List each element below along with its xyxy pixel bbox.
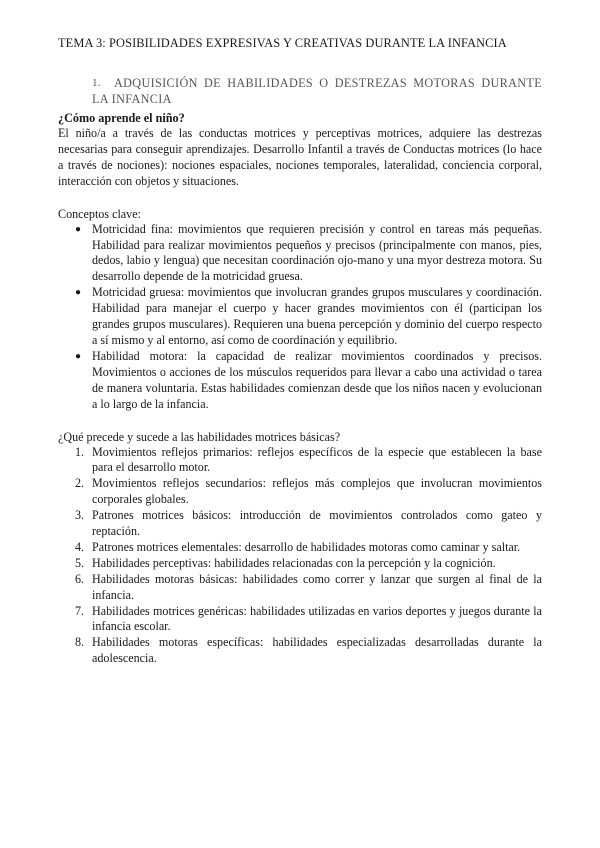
step-text: Habilidades motrices genéricas: habilidades utilizadas en varios deportes y juegos durante la infancia escolar. — [92, 603, 542, 634]
document-title: TEMA 3: POSIBILIDADES EXPRESIVAS Y CREATIVAS DURANTE LA INFANCIA — [58, 36, 507, 50]
step-number: 1. — [75, 444, 85, 459]
bullet-icon: ● — [75, 223, 82, 235]
list-item — [58, 349, 542, 413]
step-text: Patrones motrices elementales: desarrollo de habilidades motoras como caminar y saltar. — [92, 539, 521, 554]
step-number: 8. — [75, 635, 85, 650]
steps-list — [58, 445, 542, 668]
concepts-list — [58, 222, 542, 413]
list-item — [58, 540, 542, 556]
list-item — [58, 285, 542, 349]
section-number: 1. — [92, 77, 101, 89]
intro-paragraph: El niño/a a través de las conductas motrices y perceptivas motrices, adquiere las destrezas necesarias para conseguir aprendizajes. Desarrollo Infantil a través de Conductas motrices (lo hace a través de nociones): nociones espaciales, nociones temporales, lateralidad, conciencia corporal, interacción con objetos y situaciones. — [58, 126, 542, 188]
list-item — [58, 508, 542, 540]
step-text: Habilidades motoras específicas: habilidades especializadas desarrolladas durante la adolescencia. — [92, 635, 542, 666]
list-item — [58, 445, 542, 477]
step-text: Patrones motrices básicos: introducción de movimientos controlados como gateo y reptación. — [92, 508, 542, 539]
spacer — [58, 413, 542, 429]
concepts-label: Conceptos clave: — [58, 206, 141, 221]
document-page — [58, 36, 542, 667]
list-item — [58, 556, 542, 572]
step-number: 6. — [75, 571, 85, 586]
list-item — [58, 476, 542, 508]
list-item — [58, 604, 542, 636]
section-title — [92, 75, 542, 107]
list-item — [58, 635, 542, 667]
concept-text: Motricidad fina: movimientos que requieren precisión y control en tareas más pequeñas. Habilidad para realizar movimientos pequeños y precisos (principalmente con manos, pies, dedos, labio y lengua) que necesitan coordinación ojo-mano y una myor destreza motora. Su desarrollo depende de la motricidad gruesa. — [92, 221, 542, 284]
bullet-icon: ● — [75, 287, 82, 299]
step-number: 2. — [75, 476, 85, 491]
concept-text: Motricidad gruesa: movimientos que involucran grandes grupos musculares y coordinación. Habilidad para manejar el cuerpo y hacer grandes movimientos con él (participan los grandes grupos musculares). Requieren una buena percepción y dominio del cuerpo respecto a sí mismo y al entorno, así como de coordinación y equilibrio. — [92, 285, 542, 347]
step-number: 4. — [75, 539, 85, 554]
bullet-icon: ● — [75, 350, 82, 362]
list-item — [58, 572, 542, 604]
concept-text: Habilidad motora: la capacidad de realizar movimientos coordinados y precisos. Movimientos o acciones de los músculos requeridos para llevar a cabo una actividad o tarea de manera voluntaria. Estas habilidades comienzan desde que los niños nacen y evolucionan a lo largo de la infancia. — [92, 348, 542, 411]
subheading: ¿Cómo aprende el niño? — [58, 111, 185, 125]
step-text: Movimientos reflejos primarios: reflejos específicos de la especie que establecen la base para el desarrollo motor. — [92, 444, 542, 475]
section-title-text: ADQUISICIÓN DE HABILIDADES O DESTREZAS MOTORAS DURANTE LA INFANCIA — [92, 76, 542, 106]
steps-question: ¿Qué precede y sucede a las habilidades motrices básicas? — [58, 429, 341, 444]
section-heading — [58, 75, 542, 107]
step-text: Habilidades motoras básicas: habilidades como correr y lanzar que surgen al final de la infancia. — [92, 571, 542, 602]
list-item — [58, 222, 542, 286]
step-number: 7. — [75, 603, 85, 618]
step-text: Habilidades perceptivas: habilidades relacionadas con la percepción y la cognición. — [92, 555, 496, 570]
step-number: 5. — [75, 555, 85, 570]
step-number: 3. — [75, 508, 85, 523]
step-text: Movimientos reflejos secundarios: reflejos más complejos que involucran movimientos corporales globales. — [92, 476, 542, 507]
spacer — [58, 190, 542, 206]
